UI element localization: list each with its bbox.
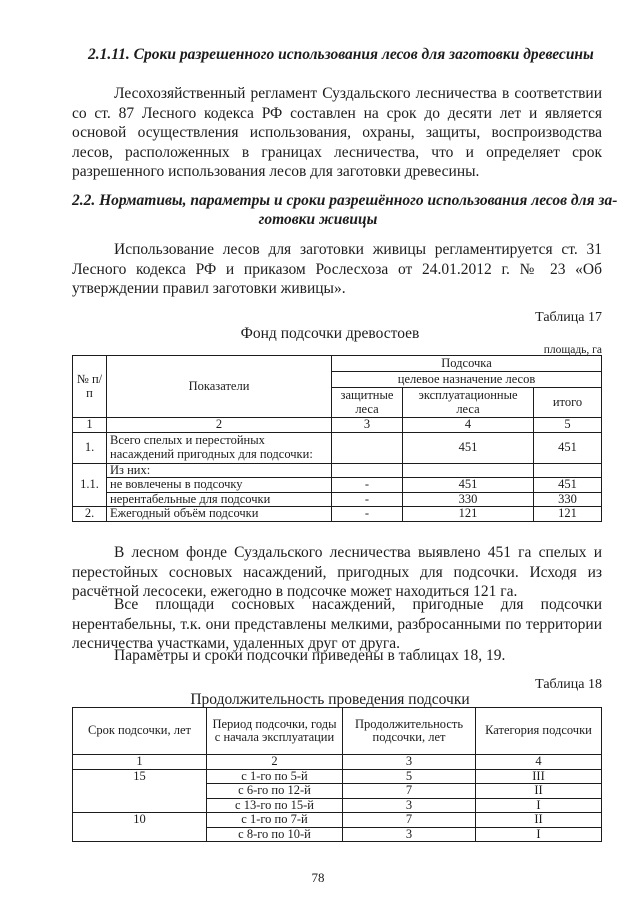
paragraph-mid-2: Все площади сосновых насаждений, пригодные для подсочки нерентабельны, т.к. они представлены мелкими, разбросанными по территории лесничества участками, удаленных друг от друга.	[72, 596, 602, 652]
table-row	[73, 463, 602, 478]
table17-header-exploitation: эксплуатационные леса	[403, 388, 534, 418]
table17-cell-total: 330	[534, 492, 602, 507]
table18-cell-term	[73, 827, 207, 842]
table18-colnum: 3	[343, 755, 476, 770]
table18-cell-category: I	[476, 798, 602, 813]
table18-cell-duration: 3	[343, 798, 476, 813]
table18-label: Таблица 18	[535, 677, 602, 692]
section-heading-2-1-11: 2.1.11. Сроки разрешенного использования лесов для заготовки древесины	[88, 46, 594, 63]
table17-colnum: 3	[332, 418, 403, 433]
table17-colnum: 2	[107, 418, 332, 433]
table18-cell-period: с 6-го по 12-й	[207, 784, 343, 799]
table17-header-protective: защитные леса	[332, 388, 403, 418]
table18-title: Продолжительность проведения подсочки	[190, 691, 470, 708]
table18-cell-term: 10	[73, 813, 207, 828]
table-row	[73, 784, 602, 799]
table17-cell-exploitation: 451	[403, 478, 534, 493]
table-row	[73, 507, 602, 522]
table18-cell-period: с 13-го по 15-й	[207, 798, 343, 813]
table17-cell-exploitation: 330	[403, 492, 534, 507]
table18-header-category: Категория подсочки	[476, 708, 602, 755]
table18-cell-duration: 7	[343, 784, 476, 799]
table17-cell-protective	[332, 463, 403, 478]
table17-unit: площадь, га	[543, 344, 602, 356]
paragraph-mid-3: Параметры и сроки подсочки приведены в таблицах 18, 19.	[114, 647, 506, 664]
paragraph-2-2: Использование лесов для заготовки живицы регламентируется ст. 31 Лесного кодекса РФ и приказом Рослесхоза от 24.01.2012 г. № 23 «Об утверждении правил заготовки живицы».	[72, 241, 602, 297]
table-row	[73, 827, 602, 842]
table17-cell-num: 1.1.	[73, 478, 107, 493]
table17-cell-label: Ежегодный объём подсочки	[107, 507, 332, 522]
table-row	[73, 798, 602, 813]
table18-cell-category: I	[476, 827, 602, 842]
table18-header-term: Срок подсочки, лет	[73, 708, 207, 755]
table18-cell-category: III	[476, 769, 602, 784]
table18-colnum: 4	[476, 755, 602, 770]
table18-header-duration: Продолжительность подсочки, лет	[343, 708, 476, 755]
table17-cell-num: 1.	[73, 432, 107, 463]
table17-cell-num	[73, 492, 107, 507]
table17-cell-exploitation: 121	[403, 507, 534, 522]
paragraph-2-1-11: Лесохозяйственный регламент Суздальского лесничества в соответствии со ст. 87 Лесного кодекса РФ составлен на срок до десяти лет и является основой осуществления использования, охраны, защиты, воспроизводства лесов, расположенных в границах лесничества, что и определяет срок разрешенного использования лесов для заготовки древесины.	[72, 85, 602, 180]
table17-cell-label: Всего спелых и перестойных насаждений пригодных для подсочки:	[107, 432, 332, 463]
table17-header-indicators: Показатели	[107, 356, 332, 418]
table-row	[73, 769, 602, 784]
table18-cell-duration: 5	[343, 769, 476, 784]
table-row	[73, 478, 602, 493]
table17-cell-total: 121	[534, 507, 602, 522]
table17-cell-protective: -	[332, 492, 403, 507]
paragraph-mid-1: В лесном фонде Суздальского лесничества выявлено 451 га спелых и перестойных сосновых насаждений, пригодных для подсочки. Исходя из расчётной лесосеки, ежегодно в подсочке может находиться 121 га.	[72, 544, 602, 600]
table17-cell-num	[73, 463, 107, 478]
table17-title: Фонд подсочки древостоев	[240, 325, 420, 342]
table17-cell-label: нерентабельные для подсочки	[107, 492, 332, 507]
table-row	[73, 492, 602, 507]
table18-cell-duration: 3	[343, 827, 476, 842]
table17-cell-label: не вовлечены в подсочку	[107, 478, 332, 493]
table17-header-total: итого	[534, 388, 602, 418]
table17-cell-protective	[332, 432, 403, 463]
table18-cell-period: с 1-го по 5-й	[207, 769, 343, 784]
table17-header-podsochka: Подсочка	[332, 356, 602, 372]
table17-colnum: 1	[73, 418, 107, 433]
table17-header-purpose: целевое назначение лесов	[332, 372, 602, 388]
table-row	[73, 813, 602, 828]
table17-cell-total	[534, 463, 602, 478]
table17-cell-protective: -	[332, 507, 403, 522]
table18-cell-term	[73, 798, 207, 813]
table18-cell-period: с 8-го по 10-й	[207, 827, 343, 842]
table17-cell-label: Из них:	[107, 463, 332, 478]
table-row	[73, 432, 602, 463]
table17-colnum: 4	[403, 418, 534, 433]
table18-cell-period: с 1-го по 7-й	[207, 813, 343, 828]
table18-cell-term	[73, 784, 207, 799]
table17-colnum: 5	[534, 418, 602, 433]
table18	[72, 707, 602, 842]
table17	[72, 355, 602, 522]
section-heading-2-2-line1: 2.2. Нормативы, параметры и сроки разрешённого использования лесов для за-	[72, 192, 618, 209]
table18-colnum: 2	[207, 755, 343, 770]
table17-cell-exploitation	[403, 463, 534, 478]
table18-cell-category: II	[476, 784, 602, 799]
table17-cell-exploitation: 451	[403, 432, 534, 463]
table18-header-period: Период подсочки, годы с начала эксплуатации	[207, 708, 343, 755]
table18-cell-term: 15	[73, 769, 207, 784]
table17-cell-protective: -	[332, 478, 403, 493]
table17-cell-total: 451	[534, 478, 602, 493]
page-number: 78	[311, 870, 325, 885]
table17-cell-total: 451	[534, 432, 602, 463]
table18-cell-duration: 7	[343, 813, 476, 828]
table17-cell-num: 2.	[73, 507, 107, 522]
table18-cell-category: II	[476, 813, 602, 828]
table17-header-num: № п/п	[73, 356, 107, 418]
table18-colnum: 1	[73, 755, 207, 770]
table17-label: Таблица 17	[535, 310, 602, 325]
section-heading-2-2-line2: готовки живицы	[258, 211, 378, 228]
